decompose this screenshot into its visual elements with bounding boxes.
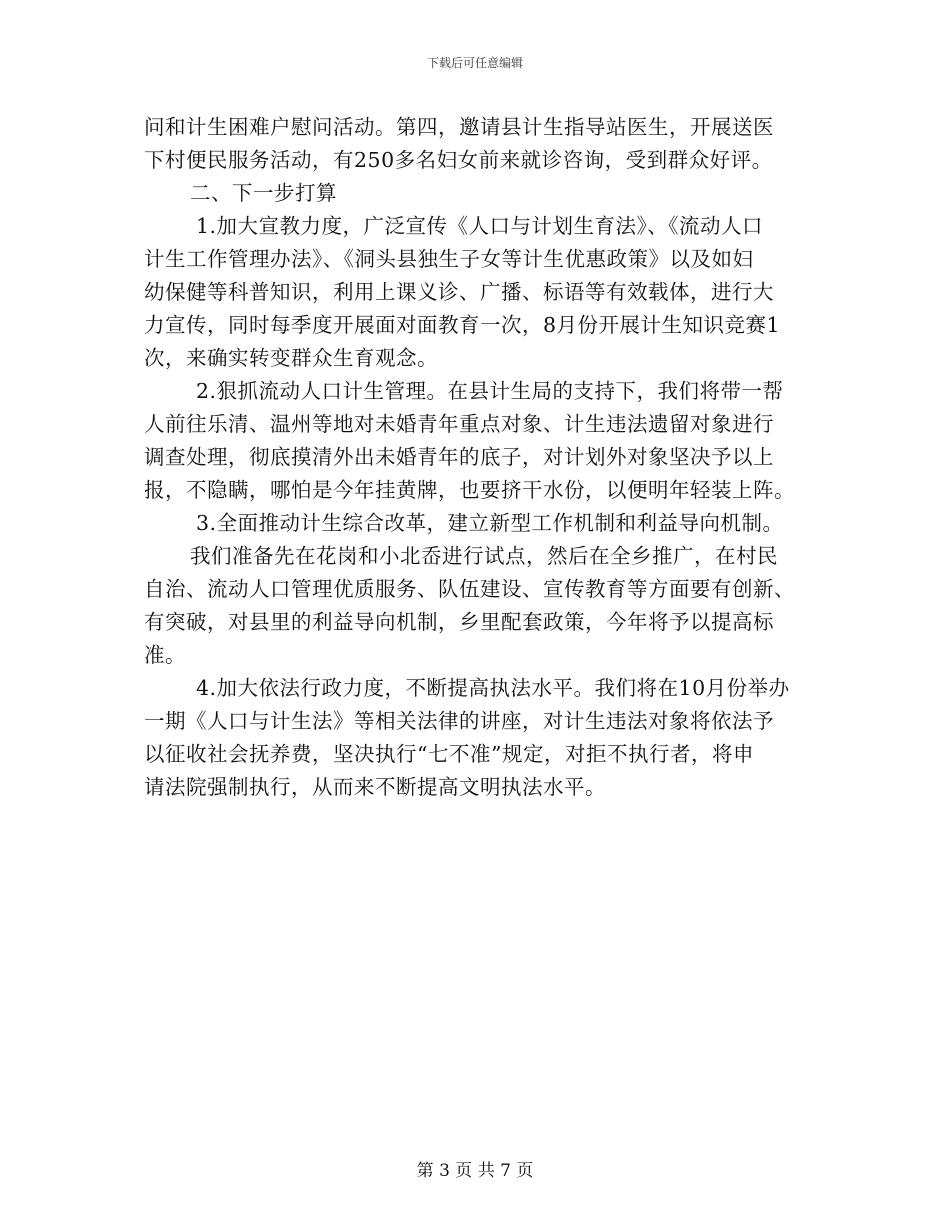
paragraph-line: 1.加大宣教力度，广泛宣传《人口与计划生育法》、《流动人口 — [196, 214, 764, 238]
paragraph-line: 3.全面推动计生综合改革，建立新型工作机制和利益导向机制。 — [196, 511, 784, 535]
page-number: 第 3 页 共 7 页 — [416, 1161, 534, 1181]
paragraph-line: 自治、流动人口管理优质服务、队伍建设、宣传教育等方面要有创新、 — [144, 577, 795, 601]
paragraph-line: 次，来确实转变群众生育观念。 — [144, 346, 438, 370]
paragraph-line: 调查处理，彻底摸清外出未婚青年的底子，对计划外对象坚决予以上 — [144, 445, 774, 469]
paragraph-line: 报，不隐瞒，哪怕是今年挂黄牌，也要挤干水份，以便明年轻装上阵。 — [144, 478, 795, 502]
body-text — [144, 111, 810, 804]
paragraph-line: 问和计生困难户慰问活动。第四，邀请县计生指导站医生，开展送医 — [144, 115, 774, 139]
paragraph-line: 人前往乐清、温州等地对未婚青年重点对象、计生违法遗留对象进行 — [144, 412, 774, 436]
paragraph-line: 准。 — [144, 643, 186, 667]
paragraph-line: 以征收社会抚养费，坚决执行“七不准”规定，对拒不执行者，将申 — [144, 742, 754, 766]
paragraph-line: 下村便民服务活动，有250多名妇女前来就诊咨询，受到群众好评。 — [144, 148, 773, 172]
paragraph-line: 计生工作管理办法》、《洞头县独生子女等计生优惠政策》以及如妇 — [144, 247, 754, 271]
paragraph-line: 我们准备先在花岗和小北岙进行试点，然后在全乡推广，在村民 — [190, 544, 778, 568]
paragraph-line: 4.加大依法行政力度，不断提高执法水平。我们将在10月份举办 — [196, 676, 790, 700]
paragraph-line: 2.狠抓流动人口计生管理。在县计生局的支持下，我们将带一帮 — [196, 379, 784, 403]
paragraph-line: 有突破，对县里的利益导向机制，乡里配套政策，今年将予以提高标 — [144, 610, 774, 634]
paragraph-line: 幼保健等科普知识，利用上课义诊、广播、标语等有效载体，进行大 — [144, 280, 774, 304]
section-heading: 二、下一步打算 — [190, 181, 337, 205]
paragraph-line: 一期《人口与计生法》等相关法律的讲座，对计生违法对象将依法予 — [144, 709, 774, 733]
paragraph-line: 力宣传，同时每季度开展面对面教育一次，8月份开展计生知识竞赛1 — [144, 313, 781, 337]
paragraph-line: 请法院强制执行，从而来不断提高文明执法水平。 — [144, 775, 606, 799]
page-header: 下载后可任意编辑 — [426, 56, 523, 70]
